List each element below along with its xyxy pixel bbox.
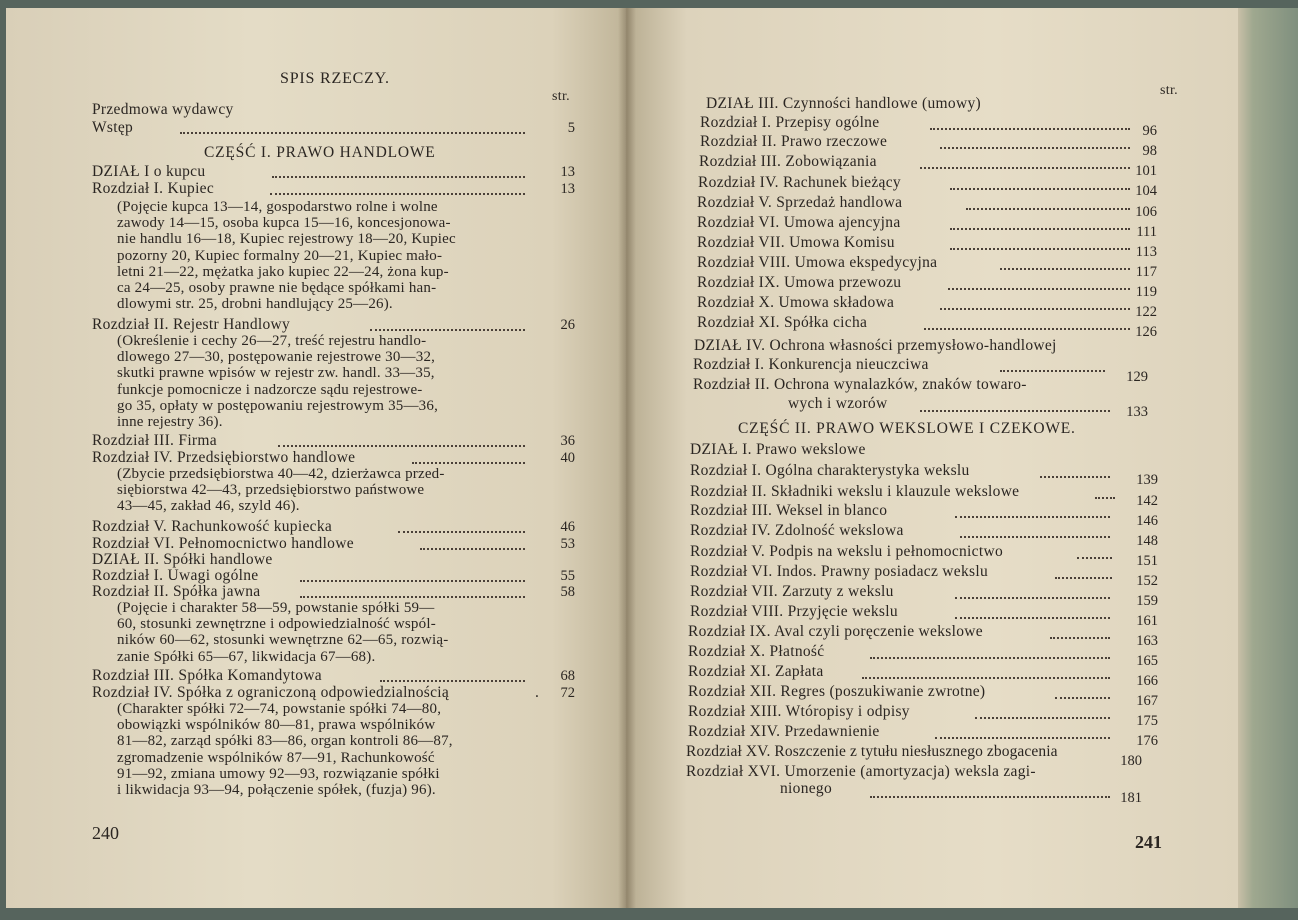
toc-page-l3: 13: [560, 164, 575, 180]
desc-line: 43—45, zakład 46, szyld 46).: [117, 498, 300, 515]
toc-entry-r12: DZIAŁ IV. Ochrona własności przemysłowo-handlowej: [694, 337, 1057, 354]
leader-dots: [1040, 476, 1110, 478]
toc-entry-r11: Rozdział XI. Spółka cicha: [697, 314, 868, 331]
desc-line: pozorny 20, Kupiec formalny 20—21, Kupiec mało-: [117, 247, 443, 264]
toc-entry-l0: Przedmowa wydawcy: [92, 101, 234, 118]
toc-page-r24: 159: [1136, 593, 1158, 609]
desc-line: funkcje pomocnicze i nadzorcze sądu rejestrowe-: [117, 381, 423, 398]
desc-line: go 35, opłaty w postępowaniu rejestrowym 35—36,: [117, 397, 439, 414]
toc-entry-r17: DZIAŁ I. Prawo wekslowe: [690, 441, 866, 458]
leader-dots: [398, 531, 525, 533]
desc-line: ników 60—62, stosunki wewnętrzne 62—65, rozwią-: [117, 632, 449, 649]
toc-entry-l12: Rozdział II. Spółka jawna: [92, 583, 261, 600]
part-heading-l2: CZĘŚĆ I. PRAWO HANDLOWE: [204, 144, 436, 161]
toc-page-r25: 161: [1136, 613, 1158, 629]
leader-dots: [1055, 577, 1112, 579]
toc-entry-l4: Rozdział I. Kupiec: [92, 180, 215, 197]
toc-entry-r8: Rozdział VIII. Umowa ekspedycyjna: [697, 254, 938, 271]
toc-description-3: [117, 466, 527, 515]
toc-entry-r0: DZIAŁ III. Czynności handlowe (umowy): [706, 95, 981, 112]
str-label-left: str.: [552, 89, 570, 104]
toc-page-l8: 46: [560, 519, 575, 535]
leader-dots: [1077, 557, 1112, 559]
toc-entry-r7: Rozdział VII. Umowa Komisu: [697, 234, 895, 251]
toc-entry-l14: Rozdział IV. Spółka z ograniczoną odpowiedzialnością: [92, 684, 450, 701]
toc-page-r11: 126: [1135, 324, 1157, 340]
toc-page-r19: 142: [1136, 493, 1158, 509]
toc-page-r4: 104: [1135, 183, 1157, 199]
desc-line: ca 24—25, osoby prawne nie będące spółkami han-: [117, 280, 437, 297]
leader-dots: [278, 445, 525, 447]
toc-entry-l5: Rozdział II. Rejestr Handlowy: [92, 316, 291, 333]
toc-page-r30: 175: [1136, 713, 1158, 729]
page-edge: [1238, 8, 1298, 908]
leader-dots: [272, 176, 525, 178]
toc-page-l6: 36: [560, 433, 575, 449]
toc-page-r7: 113: [1135, 244, 1157, 260]
toc-page-l11: 55: [560, 568, 575, 584]
toc-entry-l3: DZIAŁ I o kupcu: [92, 163, 206, 180]
leader-dots: [380, 680, 525, 682]
toc-entry-r18: Rozdział I. Ogólna charakterystyka wekslu: [690, 462, 970, 479]
toc-description-2: [117, 333, 527, 430]
desc-line: 91—92, zmiana umowy 92—93, rozwiązanie spółki: [117, 765, 440, 782]
leader-dots: [948, 288, 1130, 290]
toc-page-r8: 117: [1135, 264, 1157, 280]
desc-line: zanie Spółki 65—67, likwidacja 67—68).: [117, 648, 376, 665]
toc-entry-l8: Rozdział V. Rachunkowość kupiecka: [92, 518, 333, 535]
toc-heading: SPIS RZECZY.: [280, 70, 390, 87]
leader-dots: [870, 796, 1110, 798]
desc-line: zawody 14—15, osoba kupca 15—16, koncesjonowa-: [117, 215, 451, 232]
toc-entry-r31: Rozdział XIV. Przedawnienie: [688, 723, 880, 740]
toc-page-r9: 119: [1135, 284, 1157, 300]
toc-entry-r25: Rozdział VIII. Przyjęcie wekslu: [690, 603, 898, 620]
toc-entry-l7: Rozdział IV. Przedsiębiorstwo handlowe: [92, 449, 356, 466]
toc-entry-r4: Rozdział IV. Rachunek bieżący: [698, 174, 901, 191]
toc-entry-r28: Rozdział XI. Zapłata: [688, 663, 824, 680]
toc-page-r5: 106: [1135, 204, 1157, 220]
toc-entry-r22: Rozdział V. Podpis na wekslu i pełnomocnictwo: [690, 543, 1003, 560]
leader-dots: [1000, 268, 1130, 270]
toc-page-r6: 111: [1136, 224, 1157, 240]
toc-entry-r30: Rozdział XIII. Wtóropisy i odpisy: [688, 703, 910, 720]
desc-line: (Charakter spółki 72—74, powstanie spółki 74—80,: [117, 701, 442, 717]
toc-page-r26: 163: [1136, 633, 1158, 649]
desc-line: dlowego 27—30, postępowanie rejestrowe 30—32,: [117, 349, 436, 366]
leader-dots: [930, 128, 1130, 130]
toc-entry-r14: Rozdział II. Ochrona wynalazków, znaków towaro-: [693, 376, 1027, 393]
desc-line: obowiązki wspólników 80—81, prawa wspólników: [117, 717, 436, 734]
desc-line: dlowymi str. 25, drobni handlujący 25—26).: [117, 296, 393, 313]
desc-line: nie handlu 16—18, Kupiec rejestrowy 18—20, Kupiec: [117, 231, 456, 248]
toc-page-r32: 180: [1120, 753, 1142, 769]
leader-dots: [180, 132, 525, 134]
leader-dots: [420, 548, 525, 550]
desc-line: letni 21—22, mężatka jako kupiec 22—24, żona kup-: [117, 263, 449, 280]
toc-entry-dot: .: [535, 684, 540, 701]
toc-page-l7: 40: [560, 450, 575, 466]
toc-entry-l1: Wstęp: [92, 119, 134, 136]
toc-description-4: [117, 600, 527, 665]
str-label-right: str.: [1160, 83, 1178, 98]
toc-entry-r33: Rozdział XVI. Umorzenie (amortyzacja) weksla zagi-: [686, 763, 1036, 780]
leader-dots: [940, 147, 1130, 149]
toc-entry-r29: Rozdział XII. Regres (poszukiwanie zwrotne): [688, 683, 986, 700]
toc-page-l9: 53: [560, 536, 575, 552]
desc-line: (Pojęcie kupca 13—14, gospodarstwo rolne i wolne: [117, 199, 438, 215]
leader-dots: [870, 657, 1110, 659]
toc-page-r31: 176: [1136, 733, 1158, 749]
toc-description-1: [117, 199, 527, 312]
toc-page-r21: 148: [1136, 533, 1158, 549]
desc-line: (Określenie i cechy 26—27, treść rejestru handlo-: [117, 333, 427, 349]
toc-page-r29: 167: [1136, 693, 1158, 709]
toc-entry-r13: Rozdział I. Konkurencja nieuczciwa: [693, 356, 929, 373]
leader-dots: [1050, 637, 1110, 639]
part-heading-r16: CZĘŚĆ II. PRAWO WEKSLOWE I CZEKOWE.: [738, 420, 1076, 437]
desc-line: zgromadzenie wspólników 87—91, Rachunkowość: [117, 749, 435, 766]
toc-entry-r9: Rozdział IX. Umowa przewozu: [697, 274, 902, 291]
toc-entry-l9: Rozdział VI. Pełnomocnictwo handlowe: [92, 535, 354, 552]
toc-page-r18: 139: [1136, 472, 1158, 488]
leader-dots: [862, 677, 1110, 679]
toc-entry-r24: Rozdział VII. Zarzuty z wekslu: [690, 583, 894, 600]
leader-dots: [955, 597, 1110, 599]
toc-page-l12: 58: [560, 584, 575, 600]
toc-entry-l10: DZIAŁ II. Spółki handlowe: [92, 551, 273, 568]
toc-entry-r34: nionego: [780, 780, 833, 797]
toc-page-l4: 13: [560, 181, 575, 197]
toc-page-l1: 5: [567, 120, 575, 136]
toc-entry-r1: Rozdział I. Przepisy ogólne: [700, 114, 880, 131]
toc-entry-r19: Rozdział II. Składniki wekslu i klauzule wekslowe: [690, 483, 1020, 500]
leader-dots: [950, 188, 1130, 190]
toc-entry-r15: wych i wzorów: [788, 395, 888, 412]
toc-entry-r26: Rozdział IX. Aval czyli poręczenie wekslowe: [688, 623, 983, 640]
book-gutter: [618, 8, 636, 908]
leader-dots: [935, 737, 1110, 739]
toc-page-l5: 26: [560, 317, 575, 333]
toc-page-r2: 98: [1142, 143, 1157, 159]
leader-dots: [1095, 497, 1115, 499]
desc-line: i likwidacja 93—94, połączenie spółek, (fuzja) 96).: [117, 782, 436, 799]
leader-dots: [940, 308, 1130, 310]
toc-page-r20: 146: [1136, 513, 1158, 529]
desc-line: siębiorstwa 42—43, przedsiębiorstwo państwowe: [117, 482, 425, 499]
toc-page-l13: 68: [560, 668, 575, 684]
leader-dots: [300, 596, 525, 598]
page-number-right: 241: [1135, 832, 1162, 852]
toc-page-l14: 72: [560, 685, 575, 701]
toc-entry-r23: Rozdział VI. Indos. Prawny posiadacz wekslu: [690, 563, 989, 580]
leader-dots: [270, 193, 525, 195]
toc-entry-r21: Rozdział IV. Zdolność wekslowa: [690, 522, 904, 539]
toc-page-r3: 101: [1135, 163, 1157, 179]
desc-line: skutki prawne wpisów w rejestr zw. handl. 33—35,: [117, 365, 435, 382]
toc-page-r22: 151: [1136, 553, 1158, 569]
leader-dots: [950, 228, 1130, 230]
toc-page-r13: 129: [1126, 369, 1148, 385]
leader-dots: [1000, 370, 1105, 372]
toc-page-r27: 165: [1136, 653, 1158, 669]
toc-entry-r20: Rozdział III. Weksel in blanco: [690, 502, 888, 519]
toc-page-r15: 133: [1126, 404, 1148, 420]
toc-entry-r6: Rozdział VI. Umowa ajencyjna: [697, 214, 901, 231]
toc-entry-r2: Rozdział II. Prawo rzeczowe: [700, 133, 888, 150]
leader-dots: [1055, 697, 1110, 699]
desc-line: inne rejestry 36).: [117, 414, 223, 431]
toc-entry-l13: Rozdział III. Spółka Komandytowa: [92, 667, 322, 684]
leader-dots: [920, 167, 1130, 169]
leader-dots: [955, 617, 1110, 619]
toc-entry-r3: Rozdział III. Zobowiązania: [699, 153, 877, 170]
desc-line: (Zbycie przedsiębiorstwa 40—42, dzierżawca przed-: [117, 466, 445, 482]
leader-dots: [950, 248, 1130, 250]
toc-page-r34: 181: [1120, 790, 1142, 806]
leader-dots: [924, 328, 1130, 330]
page-number-left: 240: [92, 823, 119, 843]
toc-entry-l11: Rozdział I. Uwagi ogólne: [92, 567, 259, 584]
desc-line: 60, stosunki zewnętrzne i odpowiedzialność wspól-: [117, 616, 436, 633]
toc-description-5: [117, 701, 527, 798]
toc-page-r23: 152: [1136, 573, 1158, 589]
toc-page-r28: 166: [1136, 673, 1158, 689]
desc-line: (Pojęcie i charakter 58—59, powstanie spółki 59—: [117, 600, 435, 616]
leader-dots: [300, 580, 525, 582]
leader-dots: [966, 208, 1130, 210]
leader-dots: [955, 516, 1110, 518]
desc-line: 81—82, zarząd spółki 83—86, organ kontroli 86—87,: [117, 733, 453, 750]
leader-dots: [920, 410, 1110, 412]
toc-page-r1: 96: [1142, 123, 1157, 139]
leader-dots: [370, 329, 525, 331]
leader-dots: [412, 462, 525, 464]
toc-entry-r10: Rozdział X. Umowa składowa: [697, 294, 895, 311]
leader-dots: [960, 536, 1110, 538]
toc-entry-r32: Rozdział XV. Roszczenie z tytułu niesłusznego zbogacenia: [686, 743, 1058, 760]
toc-page-r10: 122: [1135, 304, 1157, 320]
toc-entry-l6: Rozdział III. Firma: [92, 432, 217, 449]
leader-dots: [975, 717, 1110, 719]
toc-entry-r27: Rozdział X. Płatność: [688, 643, 825, 660]
toc-entry-r5: Rozdział V. Sprzedaż handlowa: [697, 194, 903, 211]
